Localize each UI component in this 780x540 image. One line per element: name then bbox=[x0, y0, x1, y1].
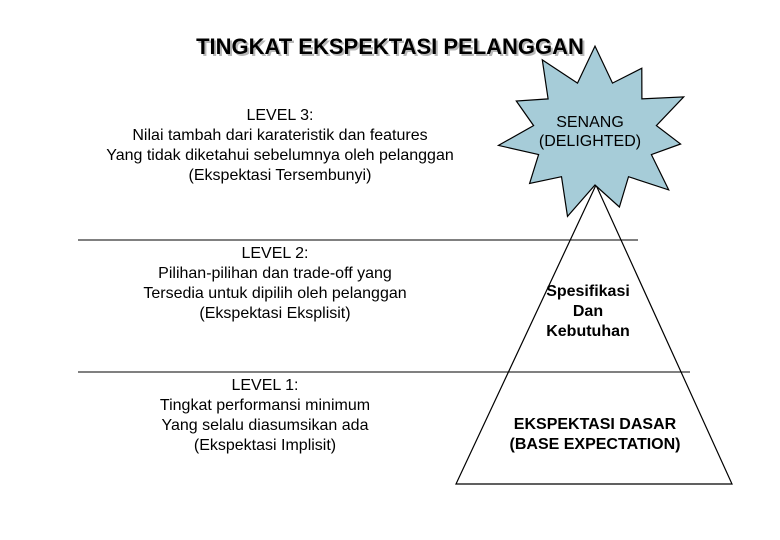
level-2-line-1: Pilihan-pilihan dan trade-off yang bbox=[158, 265, 392, 282]
level-1-text bbox=[100, 376, 430, 456]
level-2-text bbox=[90, 244, 460, 324]
diagram-title: TINGKAT EKSPEKTASI PELANGGAN bbox=[196, 34, 584, 59]
level-1-heading: LEVEL 1: bbox=[231, 377, 299, 394]
pyramid-middle-line-3: Kebutuhan bbox=[546, 323, 630, 340]
level-2-heading: LEVEL 2: bbox=[241, 245, 309, 262]
level-2-line-3: (Ekspektasi Eksplisit) bbox=[199, 305, 351, 322]
level-3-line-2: Yang tidak diketahui sebelumnya oleh pelanggan bbox=[106, 147, 454, 164]
level-3-line-3: (Ekspektasi Tersembunyi) bbox=[188, 167, 372, 184]
pyramid-base-line-2: (BASE EXPECTATION) bbox=[509, 436, 681, 453]
pyramid-middle-label bbox=[510, 282, 666, 342]
level-1-line-3: (Ekspektasi Implisit) bbox=[193, 437, 337, 454]
level-1-line-2: Yang selalu diasumsikan ada bbox=[161, 417, 369, 434]
delighted-star-label bbox=[500, 113, 680, 151]
level-3-line-1: Nilai tambah dari karateristik dan features bbox=[132, 127, 428, 144]
level-3-text bbox=[50, 106, 510, 186]
level-3-heading: LEVEL 3: bbox=[246, 107, 314, 124]
delighted-star-line-2: (DELIGHTED) bbox=[538, 133, 642, 150]
level-1-line-1: Tingkat performansi minimum bbox=[159, 397, 371, 414]
level-2-line-2: Tersedia untuk dipilih oleh pelanggan bbox=[143, 285, 407, 302]
pyramid-base-line-1: EKSPEKTASI DASAR bbox=[513, 416, 677, 433]
pyramid-middle-line-1: Spesifikasi bbox=[546, 283, 630, 300]
pyramid-base-label bbox=[470, 415, 720, 455]
delighted-star-line-1: SENANG bbox=[556, 114, 624, 131]
pyramid-middle-line-2: Dan bbox=[572, 303, 604, 320]
